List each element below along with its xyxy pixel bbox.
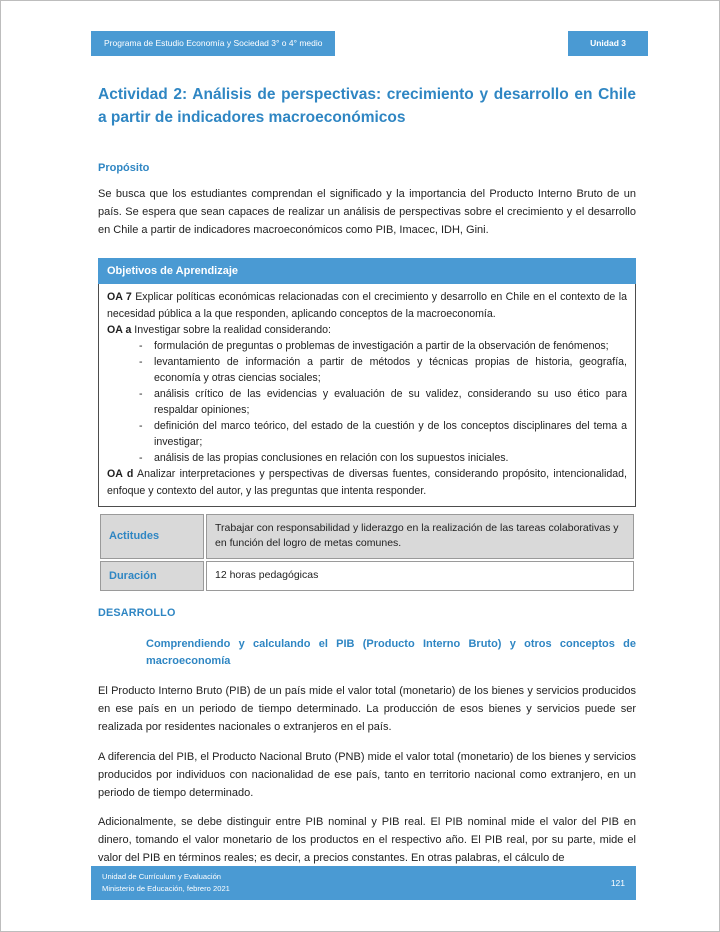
oaa-label: OA a: [107, 323, 132, 336]
oa7-text: Explicar políticas económicas relacionadas con el crecimiento y desarrollo en Chile en el contexto de la necesidad pública a la que responden, aplicando conceptos de la macroeconomía.: [107, 291, 627, 320]
activity-title: Actividad 2: Análisis de perspectivas: crecimiento y desarrollo en Chile a partir de indicadores macroeconómicos: [98, 85, 636, 126]
actitudes-label-cell: Actitudes: [100, 514, 204, 560]
list-item: - levantamiento de información a partir de métodos y técnicas propias de historia, geografía, economía y otras ciencias sociales;: [139, 354, 627, 386]
oaa-text: Investigar sobre la realidad considerando:: [134, 323, 331, 336]
proposito-paragraph: Se busca que los estudiantes comprendan el significado y la importancia del Producto Interno Bruto de un país. Se espera que sean capaces de realizar un análisis de perspectivas sobre el crecimiento y el desarrollo en Chile a partir de indicadores macroeconómicos como PIB, Imacec, IDH, Gini.: [98, 188, 636, 237]
oaa-paragraph: [107, 322, 627, 338]
page-footer: [91, 866, 636, 900]
table-row: [100, 561, 634, 591]
footer-line-2: Ministerio de Educación, febrero 2021: [102, 883, 230, 893]
list-item: - análisis crítico de las evidencias y evaluación de su validez, considerando su uso ético para respaldar opiniones;: [139, 386, 627, 418]
paragraph-pib: El Producto Interno Bruto (PIB) de un país mide el valor total (monetario) de los bienes y servicios producidos en ese país en un periodo de tiempo determinado. La producción de esos bienes y servicios puede ser realizada por residentes nacionales o extranjeros en el país.: [98, 685, 636, 734]
unit-badge: Unidad 3: [568, 31, 648, 56]
program-header-bar: Programa de Estudio Economía y Sociedad 3° o 4° medio: [91, 31, 335, 56]
oa7-paragraph: [107, 289, 627, 321]
duracion-label-cell: Duración: [100, 561, 204, 591]
meta-table: [98, 512, 636, 593]
table-row: [100, 514, 634, 560]
page-number: 121: [610, 877, 625, 888]
footer-credits: [102, 871, 230, 895]
oad-label: OA d: [107, 468, 134, 481]
oa7-label: OA 7: [107, 291, 132, 304]
oa-bullet-list: [107, 338, 627, 467]
footer-line-1: Unidad de Currículum y Evaluación: [102, 871, 222, 881]
paragraph-pib-nominal-real: Adicionalmente, se debe distinguir entre PIB nominal y PIB real. El PIB nominal mide el valor del PIB en dinero, tomando el valor monetario de los productos en el respectivo año. El PIB real, por su parte, mide el valor del PIB en términos reales; es decir, a precios constantes. En otras palabras, el cálculo de: [98, 815, 636, 865]
actitudes-value-cell: Trabajar con responsabilidad y liderazgo en la realización de las tareas colaborativas y en función del logro de metas comunes.: [206, 514, 634, 560]
list-item: - formulación de preguntas o problemas de investigación a partir de la observación de fenómenos;: [139, 338, 627, 354]
oad-text: Analizar interpretaciones y perspectivas de diversas fuentes, considerando propósito, intencionalidad, enfoque y contexto del autor, y las preguntas que intenta responder.: [107, 468, 627, 497]
duracion-value-cell: 12 horas pedagógicas: [206, 561, 634, 591]
section-subheading: Comprendiendo y calculando el PIB (Producto Interno Bruto) y otros conceptos de macroeconomía: [146, 637, 636, 668]
paragraph-pnb: A diferencia del PIB, el Producto Nacional Bruto (PNB) mide el valor total (monetario) de los bienes y servicios producidos por individuos con nacionalidad de ese país, tanto en territorio nacional como extranjero, en un periodo de tiempo determinado.: [98, 750, 636, 799]
list-item: - análisis de las propias conclusiones en relación con los supuestos iniciales.: [139, 450, 627, 466]
desarrollo-heading: DESARROLLO: [98, 606, 176, 619]
objetivos-box: [98, 284, 636, 506]
proposito-heading: Propósito: [98, 162, 150, 174]
page-header: [1, 1, 719, 56]
objetivos-header-bar: Objetivos de Aprendizaje: [98, 258, 636, 284]
list-item: - definición del marco teórico, del estado de la cuestión y de los conceptos disciplinares del tema a investigar;: [139, 418, 627, 450]
oad-paragraph: [107, 466, 627, 498]
content-column: [1, 83, 719, 868]
